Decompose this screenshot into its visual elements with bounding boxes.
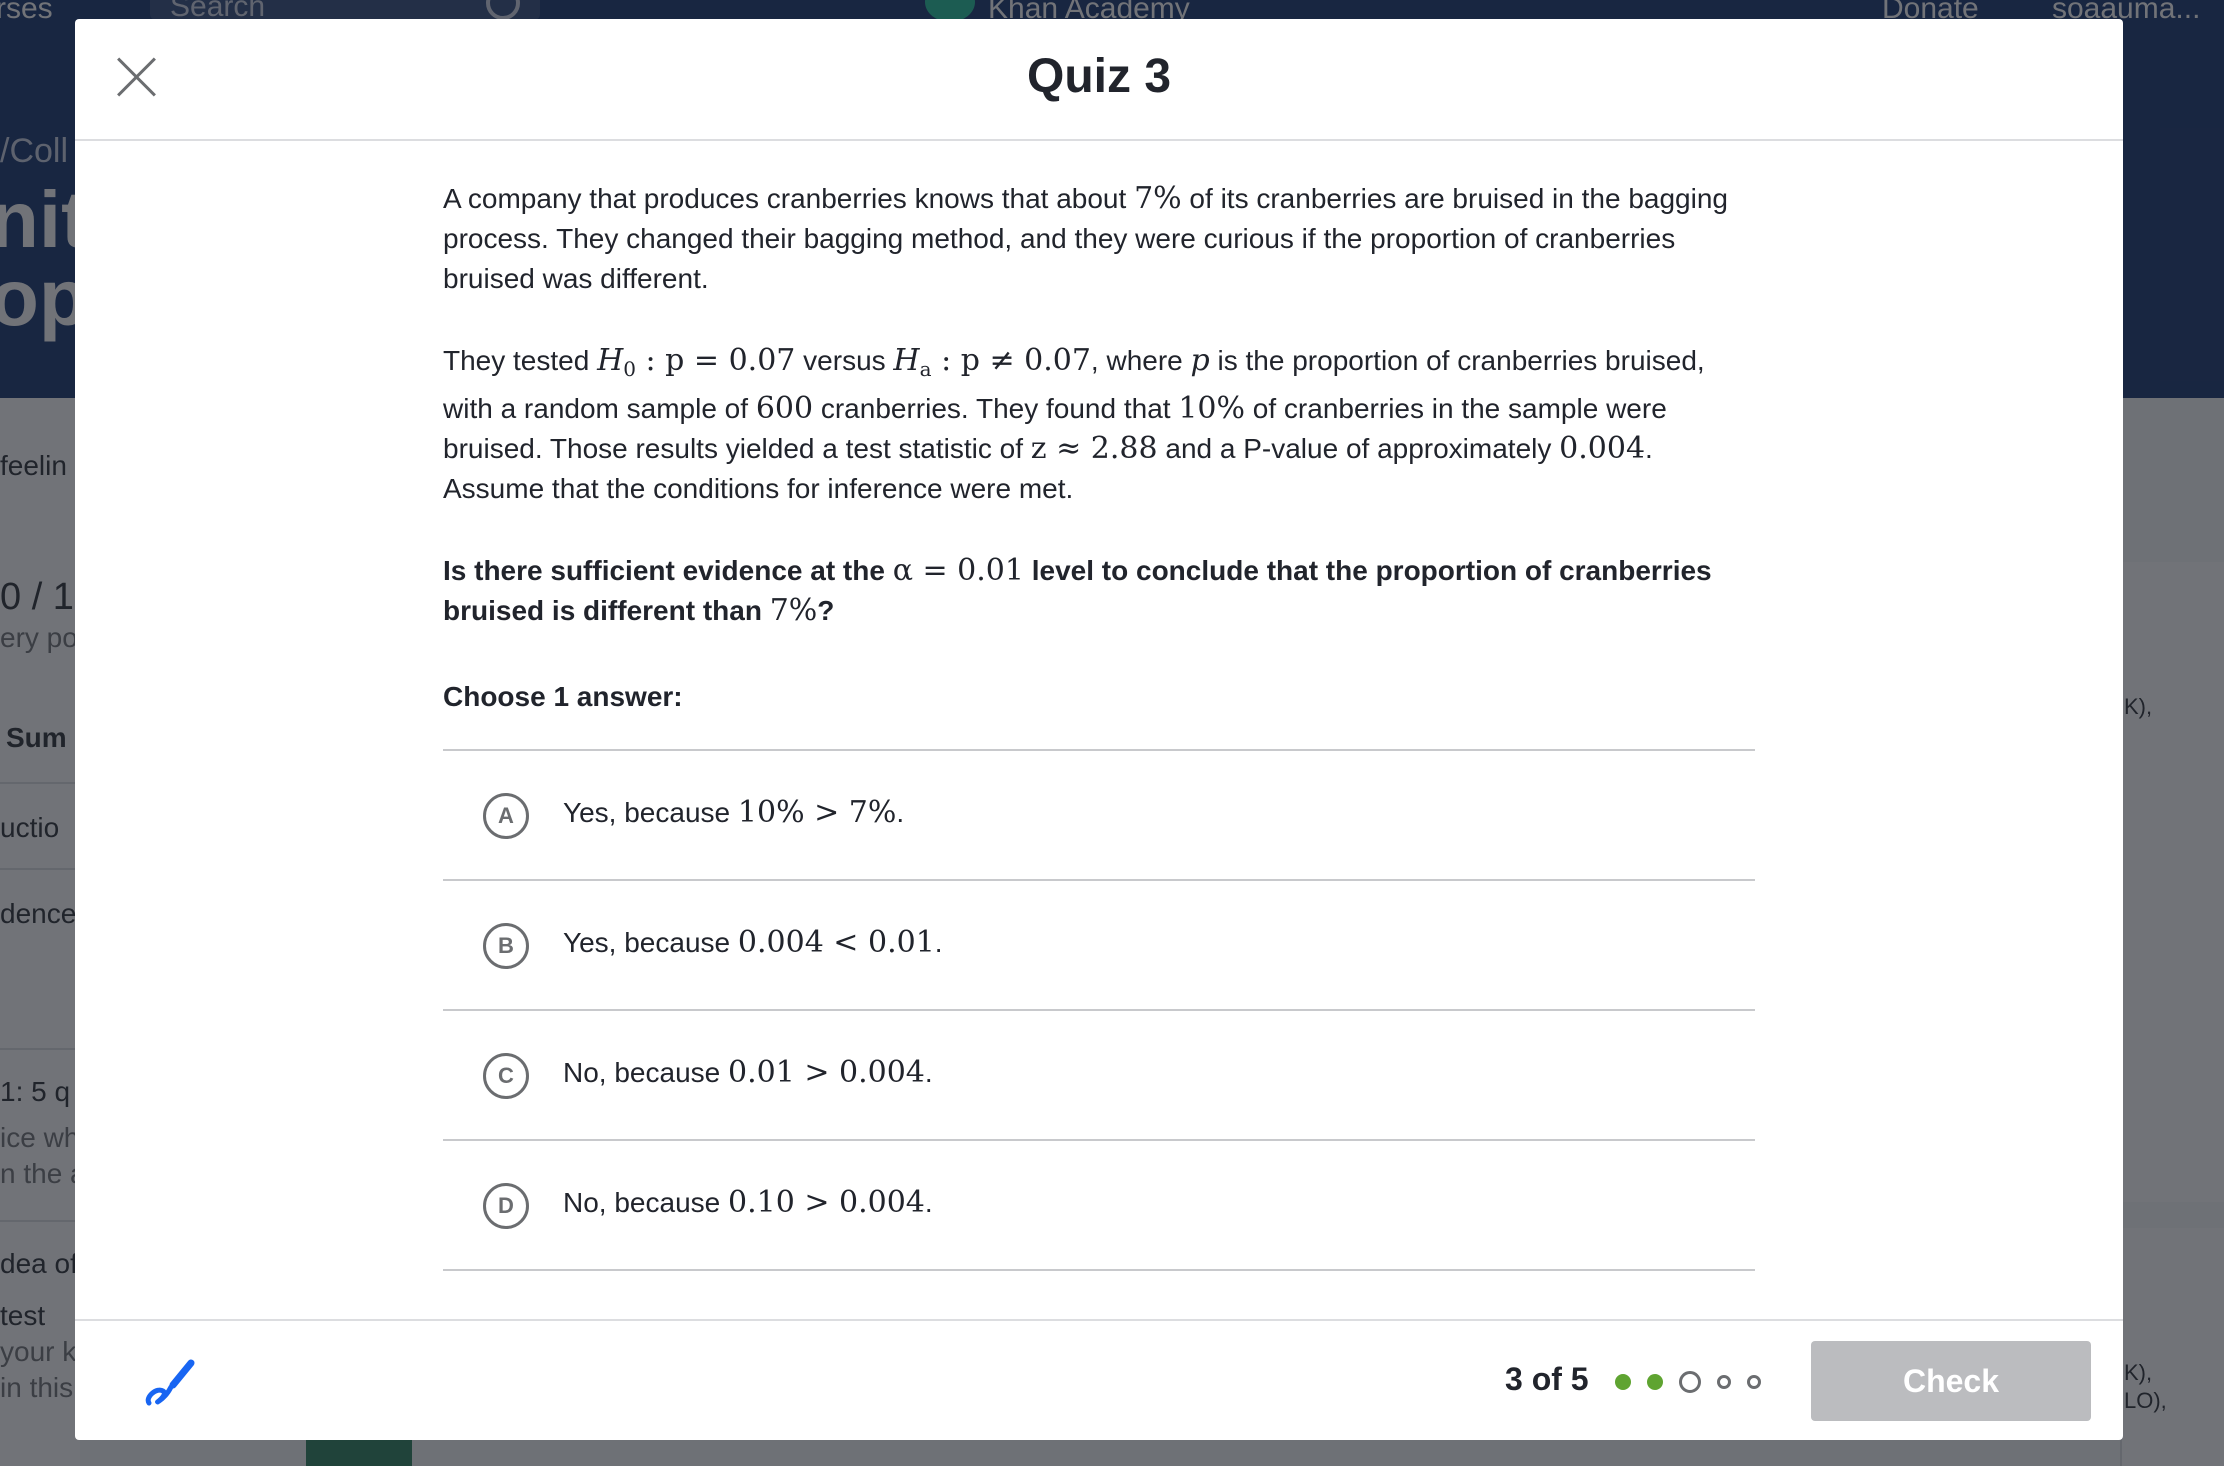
math-expression: α = 0.01	[892, 553, 1024, 588]
math-expression: : p ≠ 0.07	[931, 343, 1091, 378]
question-text: cranberries. They found that	[813, 393, 1179, 424]
math-expression: z ≈ 2.88	[1030, 431, 1158, 466]
choice-a[interactable]	[443, 751, 1755, 881]
choice-label: Yes, because	[563, 797, 738, 828]
math-subscript: 0	[623, 357, 636, 381]
choice-letter: A	[483, 793, 529, 839]
answer-choices	[443, 749, 1755, 1271]
question-text: of cranberries in the sample were bruised. Those results yielded a test statistic of	[443, 393, 1667, 464]
question-text: level to conclude that the proportion of cranberries bruised is different than	[443, 555, 1712, 626]
question-prompt	[443, 551, 1755, 631]
question-text: Is there sufficient evidence at the	[443, 555, 893, 586]
progress-dot-completed	[1647, 1374, 1663, 1390]
choice-text	[563, 795, 904, 830]
choice-letter: B	[483, 923, 529, 969]
choice-text	[563, 1055, 933, 1090]
choice-letter: C	[483, 1053, 529, 1099]
quiz-progress-text: 3 of 5	[1505, 1361, 1589, 1397]
math-subscript: a	[919, 357, 932, 381]
choice-label: No, because	[563, 1187, 728, 1218]
progress-dot-pending	[1717, 1375, 1731, 1389]
math-expression: 7%	[769, 593, 818, 628]
progress-dot-current	[1679, 1371, 1701, 1393]
quiz-modal	[75, 19, 2123, 1440]
modal-header	[75, 19, 2123, 141]
question-paragraph-2	[443, 341, 1755, 509]
choice-punct: .	[896, 797, 905, 828]
progress-dot-pending	[1747, 1375, 1761, 1389]
progress-dot-completed	[1615, 1374, 1631, 1390]
question-body	[443, 179, 1755, 673]
choice-punct: .	[924, 1187, 933, 1218]
question-text: versus	[795, 345, 894, 376]
math-expression: 0.10 > 0.004	[728, 1185, 925, 1220]
math-expression: 10%	[1178, 391, 1246, 426]
math-expression: 10% > 7%	[737, 795, 897, 830]
choice-c[interactable]	[443, 1011, 1755, 1141]
choose-answer-label: Choose 1 answer:	[443, 681, 683, 712]
question-text: and a P-value of approximately	[1157, 433, 1560, 464]
math-expression: 600	[755, 391, 814, 426]
choice-punct: .	[924, 1057, 933, 1088]
modal-footer	[75, 1319, 2123, 1440]
check-button[interactable]: Check	[1811, 1341, 2091, 1421]
math-expression: 0.01 > 0.004	[728, 1055, 925, 1090]
math-expression: 7%	[1134, 181, 1182, 216]
math-expression: 0.004	[1559, 431, 1646, 466]
choice-punct: .	[934, 927, 943, 958]
choice-text	[563, 925, 943, 960]
math-expression: p	[1190, 343, 1210, 378]
question-text: . Assume that the conditions for inference were met.	[443, 433, 1653, 504]
math-expression: H	[893, 343, 920, 378]
choice-letter: D	[483, 1183, 529, 1229]
question-text: They tested	[443, 345, 598, 376]
question-text: A company that produces cranberries knows that about	[443, 183, 1135, 214]
choice-text	[563, 1185, 933, 1220]
scratchpad-pencil-icon[interactable]	[143, 1357, 197, 1411]
modal-title: Quiz 3	[1026, 50, 1172, 103]
math-expression: 0.004 < 0.01	[737, 925, 935, 960]
choice-d[interactable]	[443, 1141, 1755, 1271]
question-text: of its cranberries are bruised in the bagging process. They changed their bagging method, and they were curious if the proportion of cranberries bruised was different.	[443, 183, 1728, 294]
math-expression: H	[597, 343, 624, 378]
question-text: ?	[817, 595, 835, 626]
question-text: , where	[1090, 345, 1191, 376]
choice-label: No, because	[563, 1057, 728, 1088]
question-text: is the proportion of cranberries bruised, with a random sample of	[443, 345, 1705, 424]
choice-b[interactable]	[443, 881, 1755, 1011]
choice-label: Yes, because	[563, 927, 738, 958]
math-expression: : p = 0.07	[636, 343, 796, 378]
question-paragraph-1	[443, 179, 1755, 299]
